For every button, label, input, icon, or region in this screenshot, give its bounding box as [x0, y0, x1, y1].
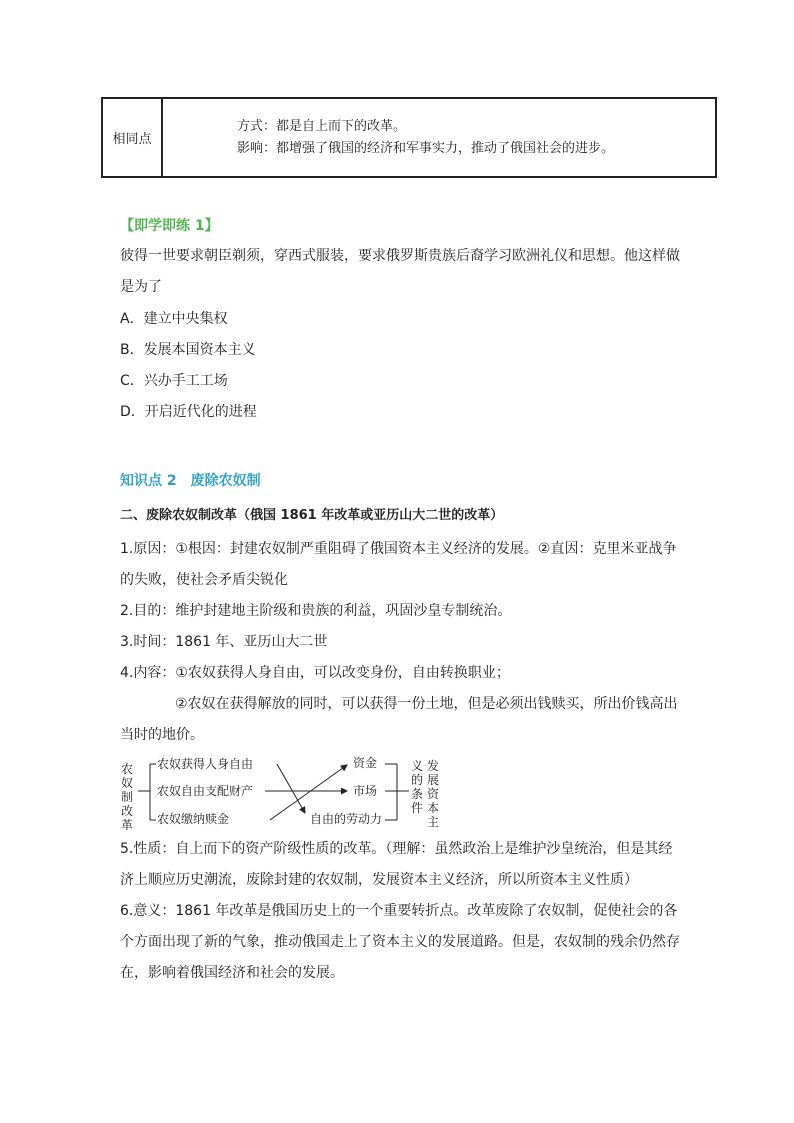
arrow-freedom-to-labor — [277, 764, 305, 813]
table-label: 相同点 — [102, 98, 162, 177]
diagram-item-2: 农奴自由支配财产 — [157, 784, 254, 798]
content-line-1: 4.内容：①农奴获得人身自由，可以改变身份，自由转换职业； — [120, 665, 510, 681]
diagram-item-1: 农奴获得人身自由 — [157, 757, 254, 771]
option-b: B．发展本国资本主义 — [120, 342, 256, 358]
table-line-impact: 影响：都增强了俄国的经济和军事实力，推动了俄国社会的进步。 — [237, 140, 615, 156]
diagram-item-3: 农奴缴纳赎金 — [157, 812, 230, 826]
option-c: C．兴办手工工场 — [120, 373, 228, 389]
cause-line-1: 1.原因：①根因：封建农奴制严重阻碍了俄国资本主义经济的发展。②直因：克里米亚战争 — [120, 541, 677, 557]
significance-line-1: 6.意义：1861 年改革是俄国历史上的一个重要转折点。改革废除了农奴制，促使社会的各 — [120, 903, 678, 919]
diagram-right-col-2: 发展资本主 — [426, 759, 439, 829]
diagram-result-2: 市场 — [353, 784, 378, 798]
question-line-1: 彼得一世要求朝臣剃须，穿西式服装，要求俄罗斯贵族后裔学习欧洲礼仪和思想。他这样做 — [120, 248, 680, 264]
significance-line-2: 个方面出现了新的气象，推动俄国走上了资本主义的发展道路。但是，农奴制的残余仍然存 — [120, 934, 680, 950]
section-subheading: 二、废除农奴制改革（俄国 1861 年改革或亚历山大二世的改革） — [120, 508, 504, 523]
nature-line-1: 5.性质：自上而下的资产阶级性质的改革。（理解：虽然政治上是维护沙皇统治，但是其经 — [120, 841, 673, 857]
content-line-2: ②农奴在获得解放的同时，可以获得一份土地，但是必须出钱赎买，所出价钱高出 — [175, 696, 678, 712]
content-line-3: 当时的地价。 — [120, 727, 204, 743]
purpose-line: 2.目的：维护封建地主阶级和贵族的利益，巩固沙皇专制统治。 — [120, 603, 512, 619]
question-line-2: 是为了 — [120, 279, 162, 295]
diagram-left-label: 农奴制改革 — [120, 762, 133, 832]
practice-heading: 【即学即练 1】 — [120, 218, 219, 234]
significance-line-3: 在，影响着俄国经济和社会的发展。 — [120, 965, 344, 981]
option-a: A．建立中央集权 — [120, 311, 228, 327]
knowledge-point-heading: 知识点 2 废除农奴制 — [120, 473, 261, 489]
nature-line-2: 济上顺应历史潮流，废除封建的农奴制，发展资本主义经济，所以所资本主义性质） — [120, 872, 638, 888]
diagram-right-col-1: 义的条件 — [410, 759, 423, 815]
option-d: D．开启近代化的进程 — [120, 404, 257, 420]
diagram-result-1: 资金 — [353, 756, 378, 770]
table-line-method: 方式：都是自上而下的改革。 — [237, 118, 407, 134]
diagram-result-3: 自由的劳动力 — [310, 812, 383, 826]
arrow-redemption-to-capital — [270, 765, 347, 820]
time-line: 3.时间：1861 年、亚历山大二世 — [120, 634, 328, 650]
cause-line-2: 的失败，使社会矛盾尖锐化 — [120, 572, 288, 588]
